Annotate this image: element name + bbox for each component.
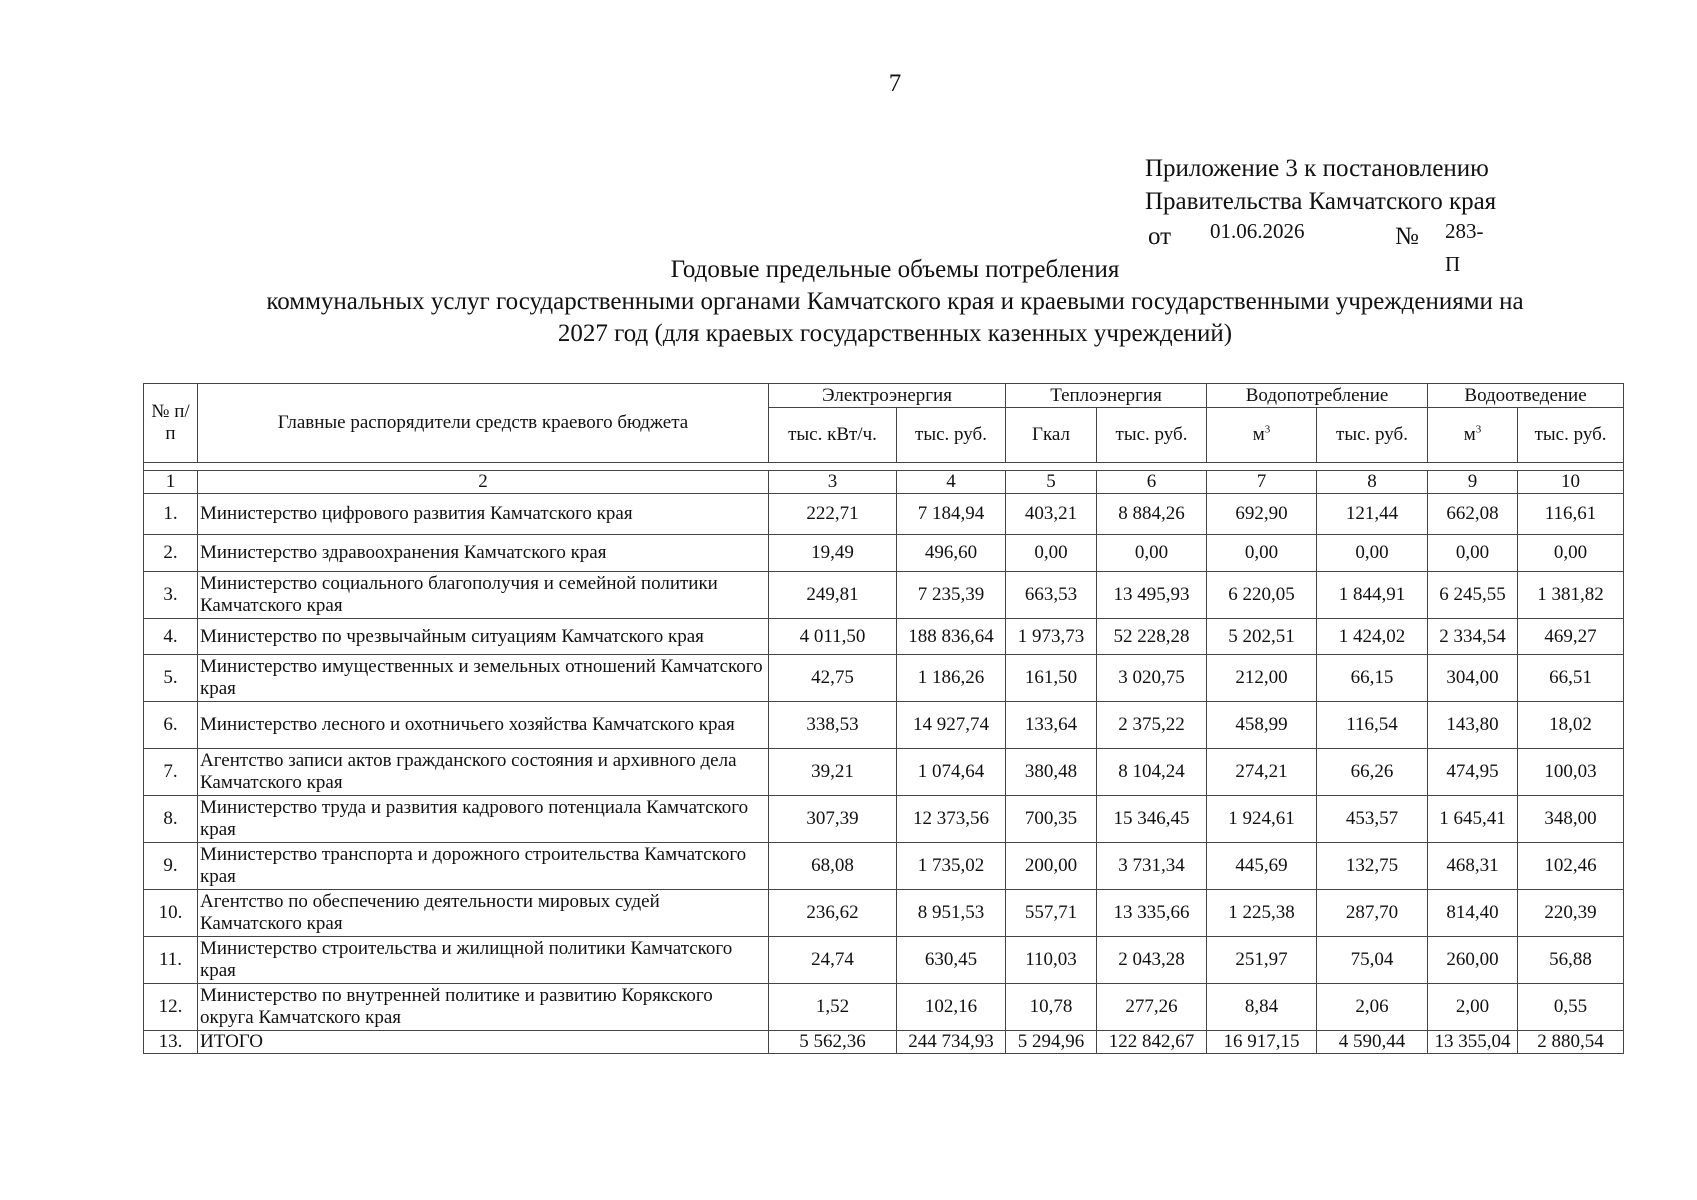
- value-cell: 0,00: [1428, 535, 1518, 572]
- value-cell: 19,49: [769, 535, 897, 572]
- unit-label: тыс. руб.: [915, 424, 987, 445]
- value-cell: 0,55: [1518, 984, 1624, 1031]
- value-cell: 2,06: [1317, 984, 1428, 1031]
- value-cell: 274,21: [1207, 749, 1317, 796]
- appendix-block: [1145, 152, 1497, 276]
- table-row: [144, 749, 1624, 796]
- header-row-groups: [144, 384, 1624, 408]
- row-number: 12.: [144, 984, 198, 1031]
- value-cell: 102,46: [1518, 843, 1624, 890]
- table-row: [144, 572, 1624, 619]
- value-cell: 474,95: [1428, 749, 1518, 796]
- unit-cell: [1518, 408, 1624, 463]
- appendix-date-number-line: [1145, 218, 1496, 276]
- value-cell: 814,40: [1428, 890, 1518, 937]
- budget-holder-name: Министерство цифрового развития Камчатского края: [198, 494, 769, 535]
- value-cell: 469,27: [1518, 619, 1624, 655]
- value-cell: 116,61: [1518, 494, 1624, 535]
- table-row: [144, 984, 1624, 1031]
- column-number: 7: [1207, 471, 1317, 494]
- value-cell: 100,03: [1518, 749, 1624, 796]
- value-cell: 1 735,02: [897, 843, 1006, 890]
- row-number: 5.: [144, 655, 198, 702]
- value-cell: 0,00: [1207, 535, 1317, 572]
- table-row: [144, 890, 1624, 937]
- value-cell: 66,15: [1317, 655, 1428, 702]
- value-cell: 66,51: [1518, 655, 1624, 702]
- value-cell: 133,64: [1006, 702, 1097, 749]
- value-cell: 75,04: [1317, 937, 1428, 984]
- value-cell: 260,00: [1428, 937, 1518, 984]
- column-number: 10: [1518, 471, 1624, 494]
- row-number: 10.: [144, 890, 198, 937]
- budget-holder-name: Министерство транспорта и дорожного строительства Камчатского края: [198, 843, 769, 890]
- value-cell: 52 228,28: [1097, 619, 1207, 655]
- value-cell: 14 927,74: [897, 702, 1006, 749]
- value-cell: 8 951,53: [897, 890, 1006, 937]
- value-cell: 0,00: [1006, 535, 1097, 572]
- appendix-line-2: Правительства Камчатского края: [1145, 188, 1497, 215]
- column-number: 6: [1097, 471, 1207, 494]
- budget-holder-name: Министерство по внутренней политике и развитию Корякского округа Камчатского края: [198, 984, 769, 1031]
- value-cell: 1 973,73: [1006, 619, 1097, 655]
- table-row: [144, 619, 1624, 655]
- budget-holder-name: Агентство записи актов гражданского состояния и архивного дела Камчатского края: [198, 749, 769, 796]
- value-cell: 1 225,38: [1207, 890, 1317, 937]
- header-group-water-disposal: Водоотведение: [1428, 384, 1624, 408]
- header-group-heat: Теплоэнергия: [1006, 384, 1207, 408]
- document-title: [100, 254, 1690, 350]
- table-row: [144, 702, 1624, 749]
- column-number: 8: [1317, 471, 1428, 494]
- title-line-3: 2027 год (для краевых государственных казенных учреждений): [557, 320, 1233, 347]
- value-cell: 12 373,56: [897, 796, 1006, 843]
- row-number: 11.: [144, 937, 198, 984]
- value-cell: 16 917,15: [1207, 1031, 1317, 1054]
- value-cell: 6 245,55: [1428, 572, 1518, 619]
- unit-label: тыс. руб.: [1336, 424, 1408, 445]
- value-cell: 0,00: [1097, 535, 1207, 572]
- table-row: [144, 535, 1624, 572]
- budget-holder-name: ИТОГО: [198, 1031, 769, 1054]
- value-cell: 1 844,91: [1317, 572, 1428, 619]
- title-line-1: Годовые предельные объемы потребления: [670, 256, 1120, 283]
- table-row: [144, 843, 1624, 890]
- column-number: 4: [897, 471, 1006, 494]
- title-line-2: коммунальных услуг государственными органами Камчатского края и краевыми государственными учреждениями на: [266, 288, 1524, 315]
- page-number: 7: [888, 70, 902, 97]
- budget-holder-name: Министерство строительства и жилищной политики Камчатского края: [198, 937, 769, 984]
- value-cell: 348,00: [1518, 796, 1624, 843]
- value-cell: 1 424,02: [1317, 619, 1428, 655]
- budget-holder-name: Министерство труда и развития кадрового потенциала Камчатского края: [198, 796, 769, 843]
- value-cell: 0,00: [1518, 535, 1624, 572]
- row-number: 9.: [144, 843, 198, 890]
- value-cell: 4 590,44: [1317, 1031, 1428, 1054]
- value-cell: 7 235,39: [897, 572, 1006, 619]
- date-label: от: [1148, 223, 1172, 250]
- value-cell: 13 335,66: [1097, 890, 1207, 937]
- value-cell: 692,90: [1207, 494, 1317, 535]
- value-cell: 453,57: [1317, 796, 1428, 843]
- value-cell: 277,26: [1097, 984, 1207, 1031]
- row-number: 13.: [144, 1031, 198, 1054]
- unit-cell: [1207, 408, 1317, 463]
- value-cell: 8 884,26: [1097, 494, 1207, 535]
- row-number: 6.: [144, 702, 198, 749]
- value-cell: 39,21: [769, 749, 897, 796]
- value-cell: 222,71: [769, 494, 897, 535]
- header-group-electricity: Электроэнергия: [769, 384, 1006, 408]
- value-cell: 2 043,28: [1097, 937, 1207, 984]
- budget-holder-name: Агентство по обеспечению деятельности мировых судей Камчатского края: [198, 890, 769, 937]
- value-cell: 251,97: [1207, 937, 1317, 984]
- value-cell: 3 020,75: [1097, 655, 1207, 702]
- value-cell: 102,16: [897, 984, 1006, 1031]
- value-cell: 630,45: [897, 937, 1006, 984]
- value-cell: 212,00: [1207, 655, 1317, 702]
- value-cell: 13 355,04: [1428, 1031, 1518, 1054]
- value-cell: 200,00: [1006, 843, 1097, 890]
- value-cell: 1 074,64: [897, 749, 1006, 796]
- unit-label: тыс. кВт/ч.: [788, 424, 877, 445]
- value-cell: 8 104,24: [1097, 749, 1207, 796]
- value-cell: 1 381,82: [1518, 572, 1624, 619]
- budget-holder-name: Министерство здравоохранения Камчатского края: [198, 535, 769, 572]
- column-number-row: [144, 471, 1624, 494]
- unit-superscript: 3: [1264, 423, 1271, 436]
- row-number: 1.: [144, 494, 198, 535]
- column-number: 9: [1428, 471, 1518, 494]
- value-cell: 10,78: [1006, 984, 1097, 1031]
- unit-cell: [1317, 408, 1428, 463]
- table-row: [144, 494, 1624, 535]
- value-cell: 403,21: [1006, 494, 1097, 535]
- value-cell: 220,39: [1518, 890, 1624, 937]
- unit-superscript: 3: [1475, 423, 1482, 436]
- row-number: 4.: [144, 619, 198, 655]
- unit-cell: [897, 408, 1006, 463]
- value-cell: 116,54: [1317, 702, 1428, 749]
- value-cell: 143,80: [1428, 702, 1518, 749]
- header-name-cell: Главные распорядители средств краевого бюджета: [198, 384, 769, 463]
- value-cell: 496,60: [897, 535, 1006, 572]
- value-cell: 338,53: [769, 702, 897, 749]
- value-cell: 468,31: [1428, 843, 1518, 890]
- number-sign: №: [1395, 223, 1419, 250]
- total-row: [144, 1031, 1624, 1054]
- value-cell: 24,74: [769, 937, 897, 984]
- value-cell: 188 836,64: [897, 619, 1006, 655]
- unit-cell: [1006, 408, 1097, 463]
- budget-holder-name: Министерство социального благополучия и семейной политики Камчатского края: [198, 572, 769, 619]
- budget-holder-name: Министерство имущественных и земельных отношений Камчатского края: [198, 655, 769, 702]
- unit-label: м: [1252, 424, 1265, 445]
- unit-label: Гкал: [1032, 424, 1071, 445]
- header-gap: [144, 463, 1624, 471]
- unit-label: м: [1463, 424, 1476, 445]
- row-number: 8.: [144, 796, 198, 843]
- unit-cell: [1428, 408, 1518, 463]
- value-cell: 1 186,26: [897, 655, 1006, 702]
- row-number: 3.: [144, 572, 198, 619]
- value-cell: 3 731,34: [1097, 843, 1207, 890]
- value-cell: 287,70: [1317, 890, 1428, 937]
- value-cell: 445,69: [1207, 843, 1317, 890]
- column-number: 2: [198, 471, 769, 494]
- row-number: 2.: [144, 535, 198, 572]
- unit-cell: [769, 408, 897, 463]
- value-cell: 42,75: [769, 655, 897, 702]
- value-cell: 2 375,22: [1097, 702, 1207, 749]
- value-cell: 380,48: [1006, 749, 1097, 796]
- value-cell: 700,35: [1006, 796, 1097, 843]
- value-cell: 0,00: [1317, 535, 1428, 572]
- value-cell: 66,26: [1317, 749, 1428, 796]
- value-cell: 15 346,45: [1097, 796, 1207, 843]
- value-cell: 6 220,05: [1207, 572, 1317, 619]
- value-cell: 458,99: [1207, 702, 1317, 749]
- appendix-line-1: Приложение 3 к постановлению: [1145, 155, 1489, 182]
- value-cell: 2 334,54: [1428, 619, 1518, 655]
- column-number: 5: [1006, 471, 1097, 494]
- decree-date: 01.06.2026: [1210, 219, 1305, 243]
- unit-label: тыс. руб.: [1534, 424, 1607, 445]
- value-cell: 249,81: [769, 572, 897, 619]
- value-cell: 68,08: [769, 843, 897, 890]
- table-row: [144, 937, 1624, 984]
- row-number: 7.: [144, 749, 198, 796]
- value-cell: 1,52: [769, 984, 897, 1031]
- value-cell: 13 495,93: [1097, 572, 1207, 619]
- value-cell: 662,08: [1428, 494, 1518, 535]
- value-cell: 244 734,93: [897, 1031, 1006, 1054]
- header-gap-cell: [144, 463, 1624, 471]
- unit-cell: [1097, 408, 1207, 463]
- value-cell: 5 202,51: [1207, 619, 1317, 655]
- decree-number: 283-П: [1445, 219, 1484, 276]
- value-cell: 8,84: [1207, 984, 1317, 1031]
- value-cell: 4 011,50: [769, 619, 897, 655]
- value-cell: 1 645,41: [1428, 796, 1518, 843]
- budget-holder-name: Министерство по чрезвычайным ситуациям Камчатского края: [198, 619, 769, 655]
- value-cell: 2 880,54: [1518, 1031, 1624, 1054]
- value-cell: 122 842,67: [1097, 1031, 1207, 1054]
- value-cell: 56,88: [1518, 937, 1624, 984]
- consumption-limits-table: [143, 383, 1624, 1054]
- value-cell: 18,02: [1518, 702, 1624, 749]
- value-cell: 132,75: [1317, 843, 1428, 890]
- value-cell: 121,44: [1317, 494, 1428, 535]
- value-cell: 307,39: [769, 796, 897, 843]
- value-cell: 110,03: [1006, 937, 1097, 984]
- header-group-water-supply: Водопотребление: [1207, 384, 1428, 408]
- value-cell: 1 924,61: [1207, 796, 1317, 843]
- column-number: 3: [769, 471, 897, 494]
- value-cell: 236,62: [769, 890, 897, 937]
- header-number-cell: № п/п: [144, 384, 198, 463]
- value-cell: 304,00: [1428, 655, 1518, 702]
- value-cell: 5 562,36: [769, 1031, 897, 1054]
- table-row: [144, 796, 1624, 843]
- unit-label: тыс. руб.: [1115, 424, 1188, 445]
- value-cell: 2,00: [1428, 984, 1518, 1031]
- value-cell: 557,71: [1006, 890, 1097, 937]
- value-cell: 663,53: [1006, 572, 1097, 619]
- value-cell: 5 294,96: [1006, 1031, 1097, 1054]
- budget-holder-name: Министерство лесного и охотничьего хозяйства Камчатского края: [198, 702, 769, 749]
- table-row: [144, 655, 1624, 702]
- value-cell: 161,50: [1006, 655, 1097, 702]
- value-cell: 7 184,94: [897, 494, 1006, 535]
- column-number: 1: [144, 471, 198, 494]
